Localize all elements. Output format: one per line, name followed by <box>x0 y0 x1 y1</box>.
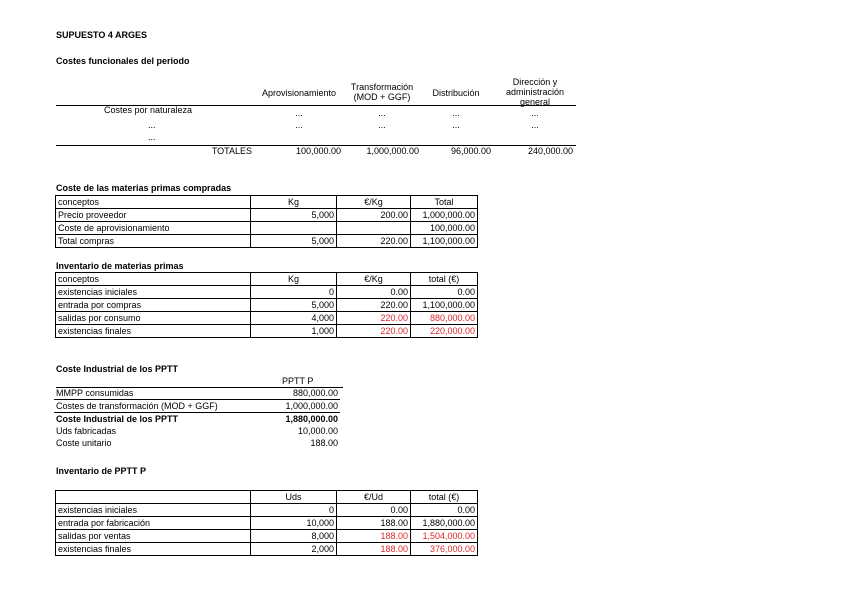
cell-price: 220.00 <box>337 299 411 312</box>
dots-cell: ... <box>378 108 386 118</box>
dots-cell: ... <box>148 132 156 142</box>
table-row <box>56 517 478 530</box>
row-label: Total compras <box>56 235 251 248</box>
table-row <box>56 543 478 556</box>
cell-kg: 5,000 <box>251 209 337 222</box>
table-header-row <box>56 491 478 504</box>
section-title-costes-funcionales: Costes funcionales del periodo <box>56 56 190 66</box>
row-label: salidas por consumo <box>56 312 251 325</box>
dots-cell: ... <box>148 120 156 130</box>
document-title: SUPUESTO 4 ARGES <box>56 30 148 40</box>
cell-kg: 1,000 <box>251 325 337 338</box>
cell-kg: 5,000 <box>251 299 337 312</box>
table-row <box>56 286 478 299</box>
cell-total: 1,100,000.00 <box>411 299 478 312</box>
cell-total-highlight: 1,504,000.00 <box>411 530 478 543</box>
section-title-inv-pt: Inventario de PPTT P <box>56 466 147 476</box>
total-aprovisionamiento: 100,000.00 <box>295 146 341 156</box>
cell-value: 880,000.00 <box>292 388 338 398</box>
cell-value: 188.00 <box>310 438 338 448</box>
cell-uds: 10,000 <box>251 517 337 530</box>
row-label: Coste unitario <box>56 438 112 448</box>
cell-kg <box>251 222 337 235</box>
row-label: entrada por compras <box>56 299 251 312</box>
cell-total: 100,000.00 <box>411 222 478 235</box>
cell-price <box>337 222 411 235</box>
table-row <box>54 425 340 437</box>
header-cell: Total <box>411 196 478 209</box>
cell-total-highlight: 220,000.00 <box>411 325 478 338</box>
totales-label: TOTALES <box>211 146 252 156</box>
row-label: entrada por fabricación <box>56 517 251 530</box>
total-transformacion: 1,000,000.00 <box>366 146 419 156</box>
table-row <box>56 312 478 325</box>
header-cell: conceptos <box>56 196 251 209</box>
cell-kg: 5,000 <box>251 235 337 248</box>
row-label: existencias finales <box>56 543 251 556</box>
header-cell: €/Kg <box>337 196 411 209</box>
table-row <box>54 387 340 400</box>
header-cell: total (€) <box>411 491 478 504</box>
table-header-row <box>56 196 478 209</box>
header-aprovisionamiento: Aprovisionamiento <box>261 88 337 98</box>
table-header-row <box>56 273 478 286</box>
cell-price-highlight: 188.00 <box>337 543 411 556</box>
total-direccion: 240,000.00 <box>527 146 573 156</box>
row-label: Coste Industrial de los PPTT <box>56 414 179 424</box>
dots-cell: ... <box>531 120 539 130</box>
cell-value: 1,000,000.00 <box>285 401 338 411</box>
table-row <box>56 235 478 248</box>
cell-price-highlight: 220.00 <box>337 312 411 325</box>
cell-price: 0.00 <box>337 504 411 517</box>
cell-uds: 0 <box>251 504 337 517</box>
cell-uds: 8,000 <box>251 530 337 543</box>
row-label: Precio proveedor <box>56 209 251 222</box>
table-row <box>54 437 340 449</box>
header-cell <box>56 491 251 504</box>
section-title-coste-industrial: Coste Industrial de los PPTT <box>56 364 179 374</box>
coste-mp-table <box>55 195 478 248</box>
header-cell: €/Kg <box>337 273 411 286</box>
row-label: existencias iniciales <box>56 504 251 517</box>
dots-cell: ... <box>295 108 303 118</box>
cell-total-highlight: 880,000.00 <box>411 312 478 325</box>
table-row <box>56 530 478 543</box>
table-row <box>56 222 478 235</box>
table-row <box>56 209 478 222</box>
dots-cell: ... <box>452 120 460 130</box>
cell-price: 188.00 <box>337 517 411 530</box>
cell-total: 1,880,000.00 <box>411 517 478 530</box>
inv-pt-table <box>55 490 478 556</box>
row-label: MMPP consumidas <box>56 388 134 398</box>
inv-mp-table <box>55 272 478 338</box>
total-distribucion: 96,000.00 <box>450 146 491 156</box>
row-label: salidas por ventas <box>56 530 251 543</box>
cell-value: 10,000.00 <box>297 426 338 436</box>
dots-cell: ... <box>452 108 460 118</box>
row-label: Costes de transformación (MOD + GGF) <box>56 401 218 411</box>
header-cell: conceptos <box>56 273 251 286</box>
cell-total: 1,100,000.00 <box>411 235 478 248</box>
dots-cell: ... <box>378 120 386 130</box>
cell-price: 0.00 <box>337 286 411 299</box>
table-row <box>56 299 478 312</box>
dots-cell: ... <box>295 120 303 130</box>
table-row-total <box>54 413 340 426</box>
cell-price: 200.00 <box>337 209 411 222</box>
header-cell: total (€) <box>411 273 478 286</box>
row-label: Coste de aprovisionamiento <box>56 222 251 235</box>
cell-total: 1,000,000.00 <box>411 209 478 222</box>
cell-kg: 0 <box>251 286 337 299</box>
row-label: existencias iniciales <box>56 286 251 299</box>
section-title-inv-mp: Inventario de materias primas <box>56 261 184 271</box>
header-cell: Kg <box>251 273 337 286</box>
cell-uds: 2,000 <box>251 543 337 556</box>
cell-price-highlight: 188.00 <box>337 530 411 543</box>
cell-value: 1,880,000.00 <box>285 414 338 424</box>
table-row <box>56 504 478 517</box>
cell-total: 0.00 <box>411 286 478 299</box>
cell-total: 0.00 <box>411 504 478 517</box>
cell-total-highlight: 376,000.00 <box>411 543 478 556</box>
row-label: existencias finales <box>56 325 251 338</box>
row-label: Uds fabricadas <box>56 426 117 436</box>
row-label-costes-naturaleza: Costes por naturaleza <box>104 105 193 115</box>
table-row <box>54 400 340 413</box>
header-distribucion: Distribución <box>432 88 480 98</box>
header-cell: Kg <box>251 196 337 209</box>
header-cell: €/Ud <box>337 491 411 504</box>
cell-price: 220.00 <box>337 235 411 248</box>
header-cell: Uds <box>251 491 337 504</box>
section-title-coste-mp: Coste de las materias primas compradas <box>56 183 232 193</box>
cell-kg: 4,000 <box>251 312 337 325</box>
header-transformacion: Transformación (MOD + GGF) <box>350 82 414 102</box>
coste-industrial-table <box>54 387 340 449</box>
header-direccion: Dirección y administración general <box>505 77 565 107</box>
column-header-pptt-p: PPTT P <box>282 376 314 386</box>
cell-price-highlight: 220.00 <box>337 325 411 338</box>
dots-cell: ... <box>531 108 539 118</box>
table-row <box>56 325 478 338</box>
